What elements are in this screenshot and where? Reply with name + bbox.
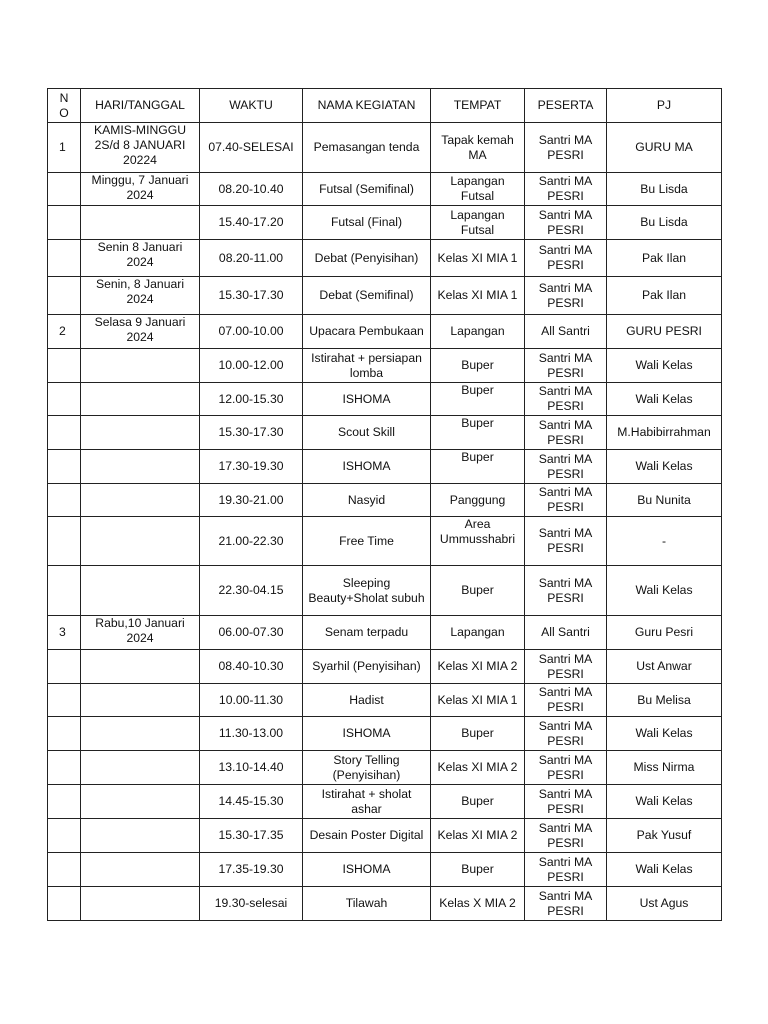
cell-tempat: Kelas XI MIA 2 — [431, 751, 525, 785]
cell-nama-kegiatan: Scout Skill — [303, 416, 431, 450]
cell-waktu: 15.30-17.35 — [200, 819, 303, 853]
cell-pj: Ust Anwar — [607, 650, 722, 684]
cell-tempat: Buper — [431, 416, 525, 450]
cell-hari-tanggal — [81, 484, 200, 517]
cell-no: 3 — [48, 616, 81, 650]
cell-waktu: 11.30-13.00 — [200, 717, 303, 751]
cell-peserta: Santri MA PESRI — [525, 277, 607, 315]
cell-nama-kegiatan: Debat (Semifinal) — [303, 277, 431, 315]
cell-peserta: All Santri — [525, 315, 607, 349]
cell-peserta: Santri MA PESRI — [525, 650, 607, 684]
header-peserta: PESERTA — [525, 89, 607, 123]
table-row — [48, 416, 722, 450]
cell-pj: GURU PESRI — [607, 315, 722, 349]
cell-nama-kegiatan: Pemasangan tenda — [303, 123, 431, 173]
cell-no — [48, 383, 81, 416]
cell-hari-tanggal — [81, 383, 200, 416]
cell-tempat: Buper — [431, 717, 525, 751]
cell-waktu: 17.30-19.30 — [200, 450, 303, 484]
cell-waktu: 21.00-22.30 — [200, 517, 303, 566]
cell-tempat: Lapangan Futsal — [431, 173, 525, 206]
cell-peserta: Santri MA PESRI — [525, 785, 607, 819]
cell-no — [48, 206, 81, 240]
cell-waktu: 17.35-19.30 — [200, 853, 303, 887]
header-hari-tanggal: HARI/TANGGAL — [81, 89, 200, 123]
cell-waktu: 06.00-07.30 — [200, 616, 303, 650]
cell-tempat: Kelas XI MIA 1 — [431, 240, 525, 277]
cell-hari-tanggal: Senin 8 Januari 2024 — [81, 240, 200, 277]
cell-pj: Bu Lisda — [607, 173, 722, 206]
cell-tempat: Kelas XI MIA 2 — [431, 650, 525, 684]
cell-nama-kegiatan: Futsal (Semifinal) — [303, 173, 431, 206]
cell-no — [48, 785, 81, 819]
cell-nama-kegiatan: ISHOMA — [303, 383, 431, 416]
cell-no — [48, 416, 81, 450]
cell-nama-kegiatan: Tilawah — [303, 887, 431, 921]
cell-no — [48, 349, 81, 383]
cell-nama-kegiatan: ISHOMA — [303, 853, 431, 887]
cell-pj: Bu Lisda — [607, 206, 722, 240]
header-nama-kegiatan: NAMA KEGIATAN — [303, 89, 431, 123]
cell-waktu: 10.00-11.30 — [200, 684, 303, 717]
cell-nama-kegiatan: Nasyid — [303, 484, 431, 517]
cell-peserta: Santri MA PESRI — [525, 819, 607, 853]
cell-no — [48, 650, 81, 684]
cell-waktu: 15.30-17.30 — [200, 277, 303, 315]
table-row — [48, 650, 722, 684]
table-row — [48, 484, 722, 517]
table-row — [48, 853, 722, 887]
cell-hari-tanggal — [81, 751, 200, 785]
cell-waktu: 13.10-14.40 — [200, 751, 303, 785]
cell-waktu: 08.20-11.00 — [200, 240, 303, 277]
cell-no — [48, 717, 81, 751]
cell-pj: Wali Kelas — [607, 566, 722, 616]
table-row — [48, 887, 722, 921]
table-row — [48, 123, 722, 173]
cell-pj: Bu Melisa — [607, 684, 722, 717]
cell-nama-kegiatan: Hadist — [303, 684, 431, 717]
cell-nama-kegiatan: Debat (Penyisihan) — [303, 240, 431, 277]
cell-tempat: Lapangan — [431, 315, 525, 349]
cell-pj: M.Habibirrahman — [607, 416, 722, 450]
cell-peserta: Santri MA PESRI — [525, 566, 607, 616]
table-row — [48, 315, 722, 349]
cell-tempat: Lapangan Futsal — [431, 206, 525, 240]
cell-hari-tanggal — [81, 416, 200, 450]
cell-tempat: Buper — [431, 853, 525, 887]
cell-no — [48, 517, 81, 566]
table-row — [48, 785, 722, 819]
cell-no — [48, 887, 81, 921]
table-row — [48, 383, 722, 416]
cell-pj: Pak Ilan — [607, 240, 722, 277]
cell-peserta: Santri MA PESRI — [525, 240, 607, 277]
cell-waktu: 08.20-10.40 — [200, 173, 303, 206]
cell-peserta: Santri MA PESRI — [525, 853, 607, 887]
cell-nama-kegiatan: Syarhil (Penyisihan) — [303, 650, 431, 684]
cell-tempat: Buper — [431, 785, 525, 819]
table-row — [48, 751, 722, 785]
cell-no — [48, 277, 81, 315]
cell-pj: Pak Ilan — [607, 277, 722, 315]
cell-waktu: 15.40-17.20 — [200, 206, 303, 240]
cell-hari-tanggal — [81, 450, 200, 484]
cell-nama-kegiatan: Desain Poster Digital — [303, 819, 431, 853]
cell-tempat: Kelas XI MIA 1 — [431, 684, 525, 717]
cell-hari-tanggal: Selasa 9 Januari 2024 — [81, 315, 200, 349]
cell-tempat: Buper — [431, 349, 525, 383]
cell-hari-tanggal: Rabu,10 Januari 2024 — [81, 616, 200, 650]
cell-peserta: Santri MA PESRI — [525, 173, 607, 206]
cell-hari-tanggal — [81, 517, 200, 566]
cell-nama-kegiatan: Story Telling (Penyisihan) — [303, 751, 431, 785]
cell-tempat: Panggung — [431, 484, 525, 517]
cell-tempat: Area Ummusshabri — [431, 517, 525, 566]
cell-hari-tanggal — [81, 684, 200, 717]
cell-tempat: Buper — [431, 450, 525, 484]
cell-hari-tanggal — [81, 206, 200, 240]
cell-nama-kegiatan: Senam terpadu — [303, 616, 431, 650]
cell-pj: - — [607, 517, 722, 566]
cell-no — [48, 819, 81, 853]
cell-tempat: Buper — [431, 383, 525, 416]
table-row — [48, 349, 722, 383]
cell-no — [48, 684, 81, 717]
cell-peserta: Santri MA PESRI — [525, 517, 607, 566]
cell-hari-tanggal — [81, 349, 200, 383]
table-row — [48, 819, 722, 853]
cell-peserta: Santri MA PESRI — [525, 450, 607, 484]
table-row — [48, 566, 722, 616]
cell-no — [48, 484, 81, 517]
table-row — [48, 717, 722, 751]
cell-peserta: Santri MA PESRI — [525, 684, 607, 717]
cell-tempat: Kelas X MIA 2 — [431, 887, 525, 921]
table-row — [48, 616, 722, 650]
cell-waktu: 19.30-21.00 — [200, 484, 303, 517]
cell-waktu: 15.30-17.30 — [200, 416, 303, 450]
cell-nama-kegiatan: Free Time — [303, 517, 431, 566]
cell-no — [48, 751, 81, 785]
cell-waktu: 07.40-SELESAI — [200, 123, 303, 173]
cell-peserta: Santri MA PESRI — [525, 887, 607, 921]
cell-waktu: 12.00-15.30 — [200, 383, 303, 416]
cell-hari-tanggal — [81, 650, 200, 684]
table-row — [48, 517, 722, 566]
cell-tempat: Kelas XI MIA 1 — [431, 277, 525, 315]
cell-peserta: All Santri — [525, 616, 607, 650]
cell-no — [48, 566, 81, 616]
schedule-table — [47, 88, 722, 921]
cell-tempat: Buper — [431, 566, 525, 616]
cell-peserta: Santri MA PESRI — [525, 717, 607, 751]
cell-hari-tanggal: KAMIS-MINGGU 2S/d 8 JANUARI 20224 — [81, 123, 200, 173]
cell-waktu: 22.30-04.15 — [200, 566, 303, 616]
cell-peserta: Santri MA PESRI — [525, 484, 607, 517]
cell-tempat: Lapangan — [431, 616, 525, 650]
cell-no: 2 — [48, 315, 81, 349]
header-pj: PJ — [607, 89, 722, 123]
cell-hari-tanggal: Senin, 8 Januari 2024 — [81, 277, 200, 315]
cell-peserta: Santri MA PESRI — [525, 383, 607, 416]
cell-tempat: Kelas XI MIA 2 — [431, 819, 525, 853]
cell-hari-tanggal — [81, 717, 200, 751]
cell-pj: Ust Agus — [607, 887, 722, 921]
cell-no — [48, 853, 81, 887]
cell-peserta: Santri MA PESRI — [525, 751, 607, 785]
cell-hari-tanggal: Minggu, 7 Januari 2024 — [81, 173, 200, 206]
cell-peserta: Santri MA PESRI — [525, 416, 607, 450]
cell-pj: Bu Nunita — [607, 484, 722, 517]
cell-pj: Wali Kelas — [607, 349, 722, 383]
cell-waktu: 10.00-12.00 — [200, 349, 303, 383]
cell-hari-tanggal — [81, 819, 200, 853]
table-header-row — [48, 89, 722, 123]
table-row — [48, 173, 722, 206]
cell-hari-tanggal — [81, 887, 200, 921]
cell-nama-kegiatan: Istirahat + sholat ashar — [303, 785, 431, 819]
cell-no — [48, 450, 81, 484]
cell-hari-tanggal — [81, 566, 200, 616]
cell-pj: Wali Kelas — [607, 383, 722, 416]
header-tempat: TEMPAT — [431, 89, 525, 123]
cell-pj: Miss Nirma — [607, 751, 722, 785]
cell-nama-kegiatan: Istirahat + persiapan lomba — [303, 349, 431, 383]
cell-pj: Wali Kelas — [607, 785, 722, 819]
cell-hari-tanggal — [81, 785, 200, 819]
cell-peserta: Santri MA PESRI — [525, 206, 607, 240]
cell-no — [48, 240, 81, 277]
table-row — [48, 240, 722, 277]
cell-nama-kegiatan: Upacara Pembukaan — [303, 315, 431, 349]
cell-waktu: 07.00-10.00 — [200, 315, 303, 349]
table-row — [48, 450, 722, 484]
cell-nama-kegiatan: Futsal (Final) — [303, 206, 431, 240]
cell-pj: Pak Yusuf — [607, 819, 722, 853]
cell-pj: Wali Kelas — [607, 853, 722, 887]
cell-waktu: 14.45-15.30 — [200, 785, 303, 819]
cell-pj: Wali Kelas — [607, 450, 722, 484]
cell-peserta: Santri MA PESRI — [525, 349, 607, 383]
table-row — [48, 684, 722, 717]
header-waktu: WAKTU — [200, 89, 303, 123]
cell-peserta: Santri MA PESRI — [525, 123, 607, 173]
header-no: NO — [48, 89, 81, 123]
cell-nama-kegiatan: ISHOMA — [303, 450, 431, 484]
cell-waktu: 19.30-selesai — [200, 887, 303, 921]
cell-pj: GURU MA — [607, 123, 722, 173]
cell-hari-tanggal — [81, 853, 200, 887]
cell-no: 1 — [48, 123, 81, 173]
cell-tempat: Tapak kemah MA — [431, 123, 525, 173]
cell-waktu: 08.40-10.30 — [200, 650, 303, 684]
table-row — [48, 277, 722, 315]
table-row — [48, 206, 722, 240]
cell-pj: Wali Kelas — [607, 717, 722, 751]
cell-nama-kegiatan: ISHOMA — [303, 717, 431, 751]
cell-nama-kegiatan: Sleeping Beauty+Sholat subuh — [303, 566, 431, 616]
cell-no — [48, 173, 81, 206]
cell-pj: Guru Pesri — [607, 616, 722, 650]
